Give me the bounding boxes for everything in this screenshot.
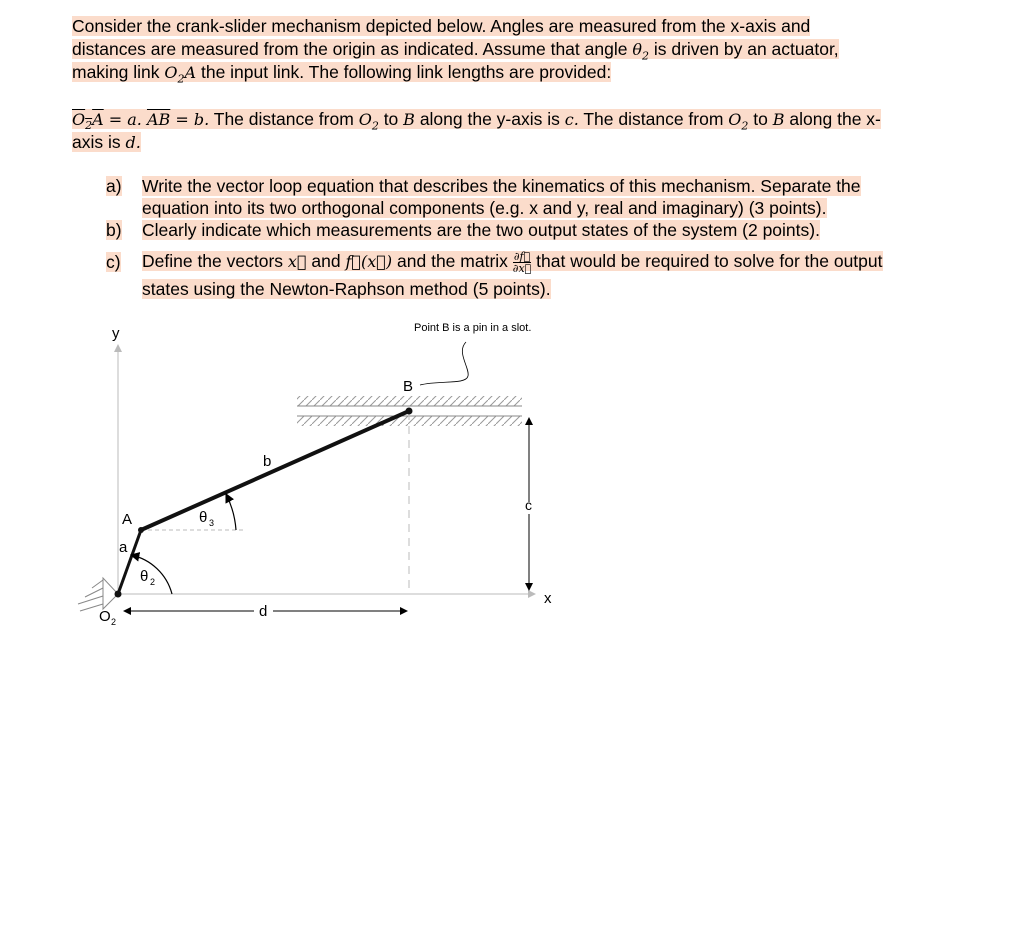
label-b-point: B	[403, 378, 414, 395]
link-b	[141, 411, 409, 530]
theta2-arc	[131, 555, 172, 594]
label-theta3-sub: 3	[209, 518, 215, 528]
joint-b	[406, 408, 413, 415]
label-theta3: θ	[199, 509, 208, 526]
givens-line-1: $O_2A = a$. $\overline{AB} = b$. The distance from $O_2$ to B along the y-axis is c. The distance from $O_2$ to B along the x-	[72, 109, 881, 133]
ground-support-icon	[78, 578, 118, 611]
intro-line-3: making link $O_2A$ the input link. The following link lengths are provided:	[72, 62, 612, 86]
theta3-arc	[226, 494, 236, 530]
label-d: d	[259, 603, 268, 620]
y-axis-label: y	[112, 325, 120, 342]
question-b-letter: b)	[106, 220, 122, 240]
question-c-letter: c)	[106, 252, 121, 272]
question-a-line-2: equation into its two orthogonal components (e.g. x and y, real and imaginary) (3 points).	[142, 198, 827, 218]
partial-derivative-fraction: $\frac{\partial f⃗}{\partial x⃗}$	[512, 249, 532, 275]
pin-in-slot-note: Point B is a pin in a slot.	[414, 322, 532, 334]
question-c-line-1: Define the vectors x⃗ and f⃗(x⃗) and the matrix $\frac{\partial f⃗}{\partial x⃗}$ that would be required to solve for the output	[142, 249, 883, 275]
question-a-letter: a)	[106, 176, 122, 196]
question-c-line-2: states using the Newton-Raphson method (5 points).	[142, 279, 551, 299]
x-axis-label: x	[544, 590, 552, 607]
intro-line-1: Consider the crank-slider mechanism depicted below. Angles are measured from the x-axis and	[72, 16, 811, 36]
note-leader-line	[420, 342, 468, 385]
question-b-line-1: Clearly indicate which measurements are the two output states of the system (2 points).	[142, 220, 820, 240]
label-b-length: b	[263, 453, 272, 470]
label-a-point: A	[122, 511, 133, 528]
label-theta2: θ	[140, 568, 149, 585]
label-c: c	[525, 497, 532, 513]
joint-o2	[115, 591, 122, 598]
joint-a	[138, 527, 144, 533]
label-a-length: a	[119, 539, 128, 556]
slot-upper-hatch	[297, 396, 522, 406]
label-theta2-sub: 2	[150, 577, 156, 587]
label-o2-sub: 2	[111, 617, 117, 627]
question-a-line-1: Write the vector loop equation that describes the kinematics of this mechanism. Separate the	[142, 176, 861, 196]
label-o2: O	[99, 608, 111, 625]
givens-line-2: axis is d.	[72, 132, 141, 152]
intro-line-2: distances are measured from the origin as indicated. Assume that angle $\theta_2$ is driven by an actuator,	[72, 39, 839, 63]
